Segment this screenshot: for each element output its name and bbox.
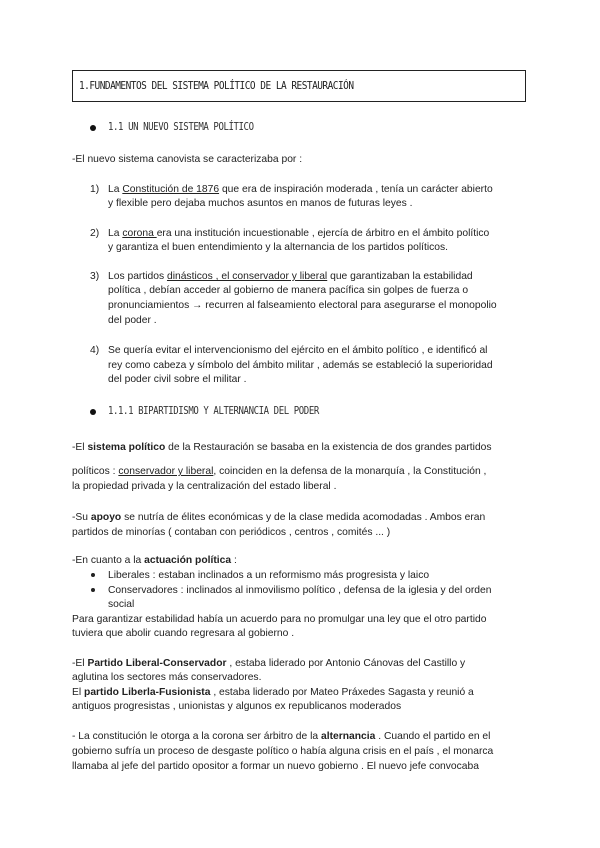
paragraph-line: -El sistema político de la Restauración se basaba en la existencia de dos grandes partidos bbox=[72, 442, 492, 453]
page-title: 1.FUNDAMENTOS DEL SISTEMA POLÍTICO DE LA RESTAURACIÓN bbox=[79, 79, 354, 92]
section-bullet-icon bbox=[90, 125, 96, 131]
section-heading: 1.1 UN NUEVO SISTEMA POLÍTICO bbox=[108, 120, 254, 133]
list-item-line: rey como cabeza y símbolo del ámbito militar , además se estableció la superioridad bbox=[108, 360, 493, 371]
paragraph-line: Para garantizar estabilidad había un acuerdo para no promulgar una ley que el otro partido bbox=[72, 614, 487, 625]
list-item-line: del poder civil sobre el militar . bbox=[108, 374, 247, 385]
bullet-item: Liberales : estaban inclinados a un reformismo más progresista y laico bbox=[108, 570, 430, 581]
list-item-line: y garantiza el buen entendimiento y la alternancia de los partidos políticos. bbox=[108, 242, 449, 253]
paragraph-line: la propiedad privada y la centralización del estado liberal . bbox=[72, 481, 337, 492]
list-number: 1) bbox=[90, 184, 100, 195]
list-item-line: La corona era una institución incuestionable , ejercía de árbitro en el ámbito político bbox=[108, 228, 490, 239]
list-item-line: pronunciamientos → recurren al falseamiento electoral para asegurarse el monopolio bbox=[108, 300, 497, 311]
list-item-line: Se quería evitar el intervencionismo del ejército en el ámbito político , e identificó al bbox=[108, 345, 488, 356]
bullet-icon bbox=[91, 588, 95, 592]
title-box bbox=[72, 70, 526, 102]
list-number: 3) bbox=[90, 271, 100, 282]
paragraph-line: - La constitución le otorga a la corona ser árbitro de la alternancia . Cuando el partido en el bbox=[72, 731, 491, 742]
paragraph-line: aglutina los sectores más conservadores. bbox=[72, 672, 262, 683]
bullet-item-continuation: social bbox=[108, 599, 135, 610]
paragraph-line: antiguos progresistas , unionistas y algunos ex republicanos moderados bbox=[72, 701, 402, 712]
section-heading: 1.1.1 BIPARTIDISMO Y ALTERNANCIA DEL PODER bbox=[108, 404, 319, 417]
list-number: 4) bbox=[90, 345, 100, 356]
paragraph-line: -En cuanto a la actuación política : bbox=[72, 555, 237, 566]
list-item-line: La Constitución de 1876 que era de inspiración moderada , tenía un carácter abierto bbox=[108, 184, 493, 195]
paragraph-line: partidos de minorías ( contaban con periódicos , centros , comités ... ) bbox=[72, 527, 391, 538]
bullet-item: Conservadores : inclinados al inmovilismo político , defensa de la iglesia y del orden bbox=[108, 585, 492, 596]
paragraph-line: políticos : conservador y liberal, coinciden en la defensa de la monarquía , la Constitución , bbox=[72, 466, 487, 477]
paragraph-line: -Su apoyo se nutría de élites económicas y de la clase medida acomodadas . Ambos eran bbox=[72, 512, 486, 523]
intro-text: -El nuevo sistema canovista se caracterizaba por : bbox=[72, 154, 303, 165]
paragraph-line: El partido Liberla-Fusionista , estaba liderado por Mateo Práxedes Sagasta y reunió a bbox=[72, 687, 474, 698]
paragraph-line: -El Partido Liberal-Conservador , estaba liderado por Antonio Cánovas del Castillo y bbox=[72, 658, 466, 669]
list-item-line: Los partidos dinásticos , el conservador y liberal que garantizaban la estabilidad bbox=[108, 271, 473, 282]
section-bullet-icon bbox=[90, 409, 96, 415]
paragraph-line: tuviera que abolir cuando regresara al gobierno . bbox=[72, 628, 295, 639]
paragraph-line: llamaba al jefe del partido opositor a formar un nuevo gobierno . El nuevo jefe convocaba bbox=[72, 761, 479, 772]
list-item-line: del poder . bbox=[108, 315, 157, 326]
paragraph-line: gobierno sufría un proceso de desgaste político o había alguna crisis en el país , el monarca bbox=[72, 746, 494, 757]
bullet-icon bbox=[91, 573, 95, 577]
list-item-line: política , debían acceder al gobierno de manera pacífica sin golpes de fuerza o bbox=[108, 285, 469, 296]
list-item-line: y flexible pero dejaba muchos asuntos en manos de futuras leyes . bbox=[108, 198, 413, 209]
list-number: 2) bbox=[90, 228, 100, 239]
